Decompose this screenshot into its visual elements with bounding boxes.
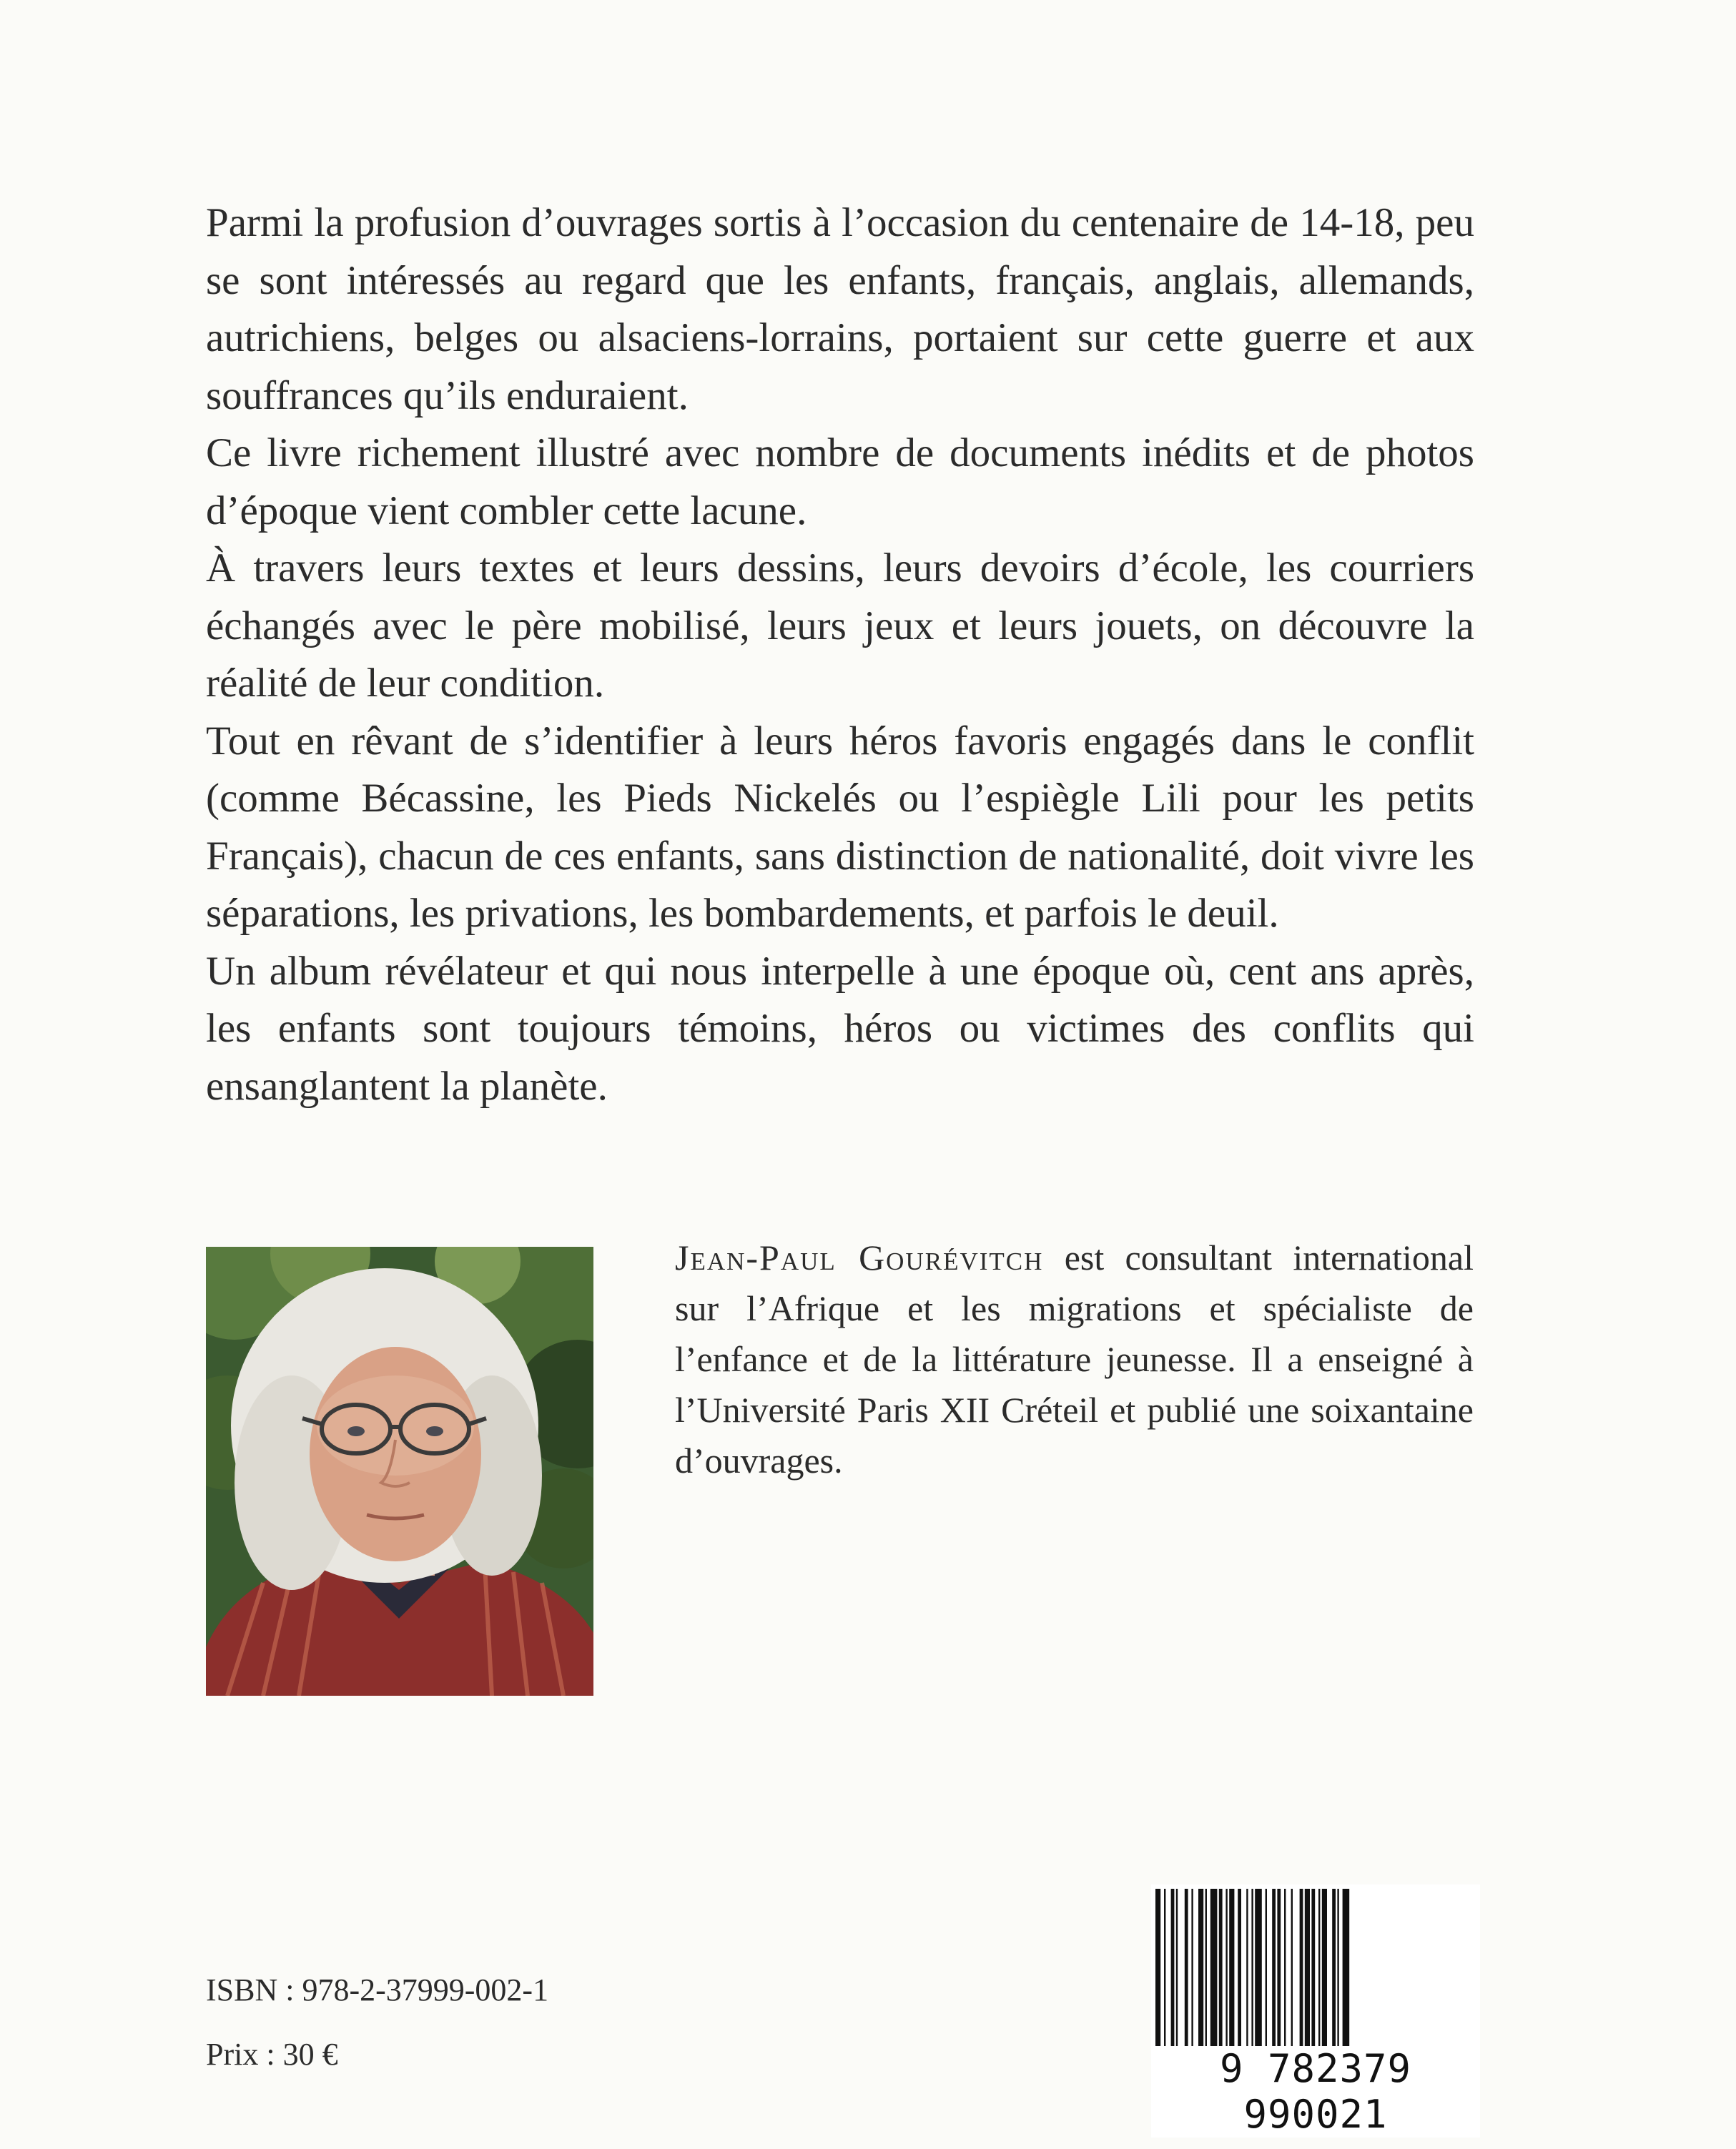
barcode-bar [1337, 1889, 1338, 2053]
barcode-bar [1164, 1889, 1165, 2053]
blurb-paragraph-1: Parmi la profusion d’ouvrages sortis à l’occasion du centenaire de 14-18, peu se sont intéressés au regard que les enfants, français, anglais, allemands, autrichiens, belges ou alsaciens-lorrains, portaient sur cette guerre et aux souffrances qu’ils enduraient. [206, 200, 1474, 418]
barcode-bar [1266, 1889, 1267, 2053]
blurb-paragraph-3: À travers leurs textes et leurs dessins, leurs devoirs d’école, les courriers échangés avec le père mobilisé, leurs jeux et leurs jouets, on découvre la réalité de leur condition. [206, 545, 1474, 706]
blurb-paragraph-4: Tout en rêvant de s’identifier à leurs héros favoris engagés dans le conflit (comme Bécassine, les Pieds Nickelés ou l’espiègle Lili pour les petits Français), chacun de ces enfants, sans distinction de nationalité, doit vivre les séparations, les privations, les bombardements, et parfois le deuil. [206, 718, 1474, 936]
barcode-bar [1255, 1889, 1262, 2053]
barcode-bar [1322, 1889, 1327, 2053]
barcode-bar [1291, 1889, 1293, 2053]
barcode-bar [1198, 1889, 1203, 2053]
barcode-bars [1151, 1884, 1480, 2056]
back-cover-blurb [206, 194, 1474, 1115]
barcode-bar [1251, 1889, 1253, 2053]
barcode-bar [1272, 1889, 1276, 2053]
author-photo [206, 1247, 593, 1696]
blurb-paragraph-2: Ce livre richement illustré avec nombre de documents inédits et de photos d’époque vient combler cette lacune. [206, 430, 1474, 533]
barcode-bar [1332, 1889, 1336, 2053]
isbn-label: ISBN : 978-2-37999-002-1 [206, 1972, 549, 2007]
barcode-bar [1343, 1889, 1350, 2053]
barcode-bar [1305, 1889, 1310, 2053]
blurb-paragraph-5: Un album révélateur et qui nous interpelle à une époque où, cent ans après, les enfants sont toujours témoins, héros ou victimes des conflits qui ensanglantent la planète. [206, 948, 1474, 1109]
barcode [1151, 1884, 1480, 2137]
barcode-bar [1191, 1889, 1193, 2053]
barcode-bar [1176, 1889, 1178, 2053]
barcode-bar [1229, 1889, 1234, 2053]
barcode-digits: 9 782379 990021 [1151, 2046, 1480, 2138]
author-bio-text: est consultant international sur l’Afrique et les migrations et spécialiste de l’enfance et de la littérature jeunesse. Il a enseigné à l’Université Paris XII Créteil et publié une soixantaine d’ouvrages. [675, 1237, 1474, 1481]
barcode-bar [1238, 1889, 1241, 2053]
barcode-bar [1171, 1889, 1175, 2053]
barcode-bar [1185, 1889, 1188, 2053]
barcode-bar [1300, 1889, 1303, 2053]
barcode-bar [1277, 1889, 1281, 2053]
barcode-bar [1284, 1889, 1286, 2053]
barcode-bar [1205, 1889, 1207, 2053]
barcode-bar [1155, 1889, 1160, 2053]
barcode-bar [1311, 1889, 1315, 2053]
barcode-bar [1318, 1889, 1320, 2053]
price-label: Prix : 30 € [206, 2037, 338, 2072]
barcode-bar [1210, 1889, 1218, 2053]
barcode-bar [1225, 1889, 1227, 2053]
author-bio [675, 1232, 1474, 1486]
author-name: Jean-Paul Gourévitch [675, 1237, 1044, 1278]
barcode-bar [1219, 1889, 1223, 2053]
barcode-bar [1246, 1889, 1248, 2053]
